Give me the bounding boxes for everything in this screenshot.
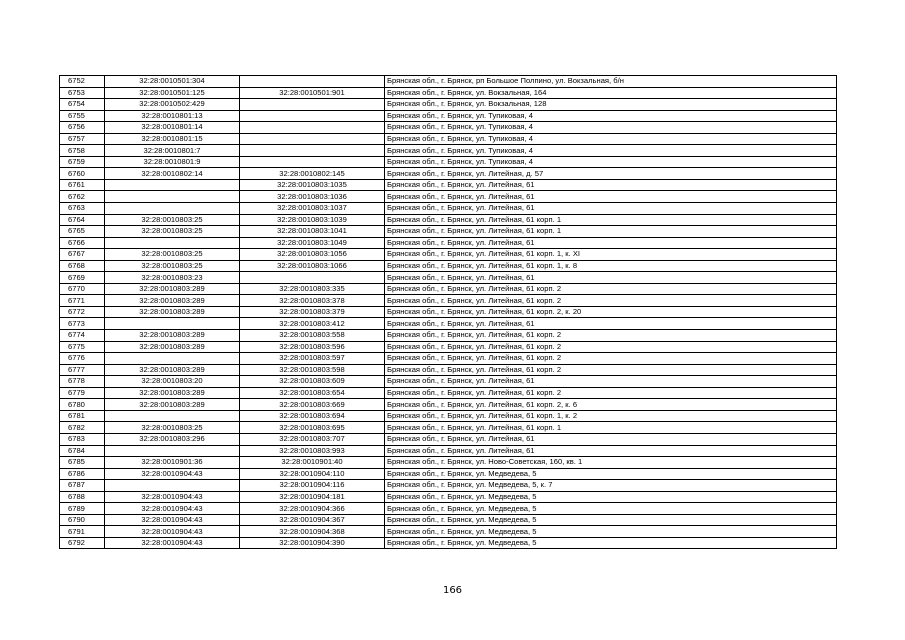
cadastral-number-cell: 32:28:0010801:15: [105, 133, 240, 145]
address-cell: Брянская обл., г. Брянск, ул. Литейная, 61 корп. 1: [385, 422, 837, 434]
table-row: [60, 422, 837, 434]
table-row: [60, 526, 837, 538]
cadastral-number-2-cell: 32:28:0010803:1037: [240, 203, 385, 215]
table-row: [60, 330, 837, 342]
address-cell: Брянская обл., г. Брянск, рп Большое Полпино, ул. Вокзальная, б/н: [385, 76, 837, 88]
row-number-cell: 6775: [60, 341, 105, 353]
table-row: [60, 122, 837, 134]
address-cell: Брянская обл., г. Брянск, ул. Медведева, 5, к. 7: [385, 480, 837, 492]
table-row: [60, 214, 837, 226]
table-row: [60, 306, 837, 318]
table-row: [60, 364, 837, 376]
row-number-cell: 6759: [60, 156, 105, 168]
table-row: [60, 226, 837, 238]
address-cell: Брянская обл., г. Брянск, ул. Литейная, 61 корп. 1: [385, 214, 837, 226]
table-row: [60, 99, 837, 111]
address-cell: Брянская обл., г. Брянск, ул. Тупиковая, 4: [385, 156, 837, 168]
cadastral-number-cell: 32:28:0010803:25: [105, 422, 240, 434]
cadastral-number-cell: 32:28:0010904:43: [105, 514, 240, 526]
address-cell: Брянская обл., г. Брянск, ул. Литейная, д. 57: [385, 168, 837, 180]
address-cell: Брянская обл., г. Брянск, ул. Литейная, 61 корп. 2: [385, 387, 837, 399]
table-row: [60, 133, 837, 145]
row-number-cell: 6787: [60, 480, 105, 492]
row-number-cell: 6776: [60, 353, 105, 365]
row-number-cell: 6770: [60, 283, 105, 295]
address-cell: Брянская обл., г. Брянск, ул. Вокзальная, 128: [385, 99, 837, 111]
address-cell: Брянская обл., г. Брянск, ул. Тупиковая, 4: [385, 110, 837, 122]
cadastral-number-cell: 32:28:0010801:9: [105, 156, 240, 168]
table-row: [60, 503, 837, 515]
row-number-cell: 6789: [60, 503, 105, 515]
address-cell: Брянская обл., г. Брянск, ул. Литейная, 61 корп. 2: [385, 295, 837, 307]
row-number-cell: 6765: [60, 226, 105, 238]
cadastral-number-cell: [105, 237, 240, 249]
address-cell: Брянская обл., г. Брянск, ул. Медведева, 5: [385, 491, 837, 503]
cadastral-number-2-cell: 32:28:0010904:116: [240, 480, 385, 492]
table-row: [60, 156, 837, 168]
row-number-cell: 6783: [60, 433, 105, 445]
cadastral-number-cell: [105, 410, 240, 422]
address-cell: Брянская обл., г. Брянск, ул. Медведева, 5: [385, 526, 837, 538]
cadastral-number-2-cell: 32:28:0010803:1036: [240, 191, 385, 203]
address-cell: Брянская обл., г. Брянск, ул. Тупиковая, 4: [385, 133, 837, 145]
row-number-cell: 6777: [60, 364, 105, 376]
row-number-cell: 6779: [60, 387, 105, 399]
table-row: [60, 260, 837, 272]
row-number-cell: 6772: [60, 306, 105, 318]
cadastral-number-2-cell: 32:28:0010803:1041: [240, 226, 385, 238]
table-row: [60, 376, 837, 388]
row-number-cell: 6763: [60, 203, 105, 215]
row-number-cell: 6788: [60, 491, 105, 503]
address-cell: Брянская обл., г. Брянск, ул. Литейная, 61: [385, 318, 837, 330]
cadastral-number-cell: 32:28:0010803:289: [105, 364, 240, 376]
cadastral-number-cell: 32:28:0010803:289: [105, 387, 240, 399]
row-number-cell: 6767: [60, 249, 105, 261]
row-number-cell: 6786: [60, 468, 105, 480]
cadastral-number-2-cell: 32:28:0010904:367: [240, 514, 385, 526]
cadastral-number-2-cell: 32:28:0010803:378: [240, 295, 385, 307]
row-number-cell: 6753: [60, 87, 105, 99]
cadastral-number-cell: [105, 179, 240, 191]
cadastral-number-cell: 32:28:0010803:289: [105, 306, 240, 318]
cadastral-number-2-cell: 32:28:0010803:596: [240, 341, 385, 353]
cadastral-number-2-cell: [240, 99, 385, 111]
table-row: [60, 341, 837, 353]
row-number-cell: 6771: [60, 295, 105, 307]
row-number-cell: 6791: [60, 526, 105, 538]
cadastral-number-2-cell: 32:28:0010803:669: [240, 399, 385, 411]
cadastral-number-cell: 32:28:0010803:289: [105, 399, 240, 411]
row-number-cell: 6760: [60, 168, 105, 180]
address-cell: Брянская обл., г. Брянск, ул. Литейная, 61 корп. 1, к. 8: [385, 260, 837, 272]
table-row: [60, 457, 837, 469]
cadastral-number-2-cell: 32:28:0010803:695: [240, 422, 385, 434]
address-cell: Брянская обл., г. Брянск, ул. Литейная, 61 корп. 2, к. 20: [385, 306, 837, 318]
cadastral-number-cell: 32:28:0010803:289: [105, 341, 240, 353]
address-cell: Брянская обл., г. Брянск, ул. Медведева, 5: [385, 468, 837, 480]
row-number-cell: 6761: [60, 179, 105, 191]
cadastral-number-cell: 32:28:0010803:289: [105, 283, 240, 295]
address-cell: Брянская обл., г. Брянск, ул. Литейная, 61: [385, 376, 837, 388]
table-row: [60, 514, 837, 526]
address-cell: Брянская обл., г. Брянск, ул. Литейная, 61 корп. 1, к. XI: [385, 249, 837, 261]
cadastral-number-2-cell: 32:28:0010803:1056: [240, 249, 385, 261]
table-row: [60, 249, 837, 261]
address-cell: Брянская обл., г. Брянск, ул. Медведева, 5: [385, 514, 837, 526]
cadastral-number-cell: 32:28:0010803:25: [105, 226, 240, 238]
table-row: [60, 480, 837, 492]
row-number-cell: 6768: [60, 260, 105, 272]
cadastral-number-2-cell: 32:28:0010904:366: [240, 503, 385, 515]
table-row: [60, 433, 837, 445]
cadastral-number-cell: [105, 203, 240, 215]
cadastral-number-2-cell: 32:28:0010803:707: [240, 433, 385, 445]
row-number-cell: 6790: [60, 514, 105, 526]
cadastral-number-cell: 32:28:0010904:43: [105, 526, 240, 538]
cadastral-number-cell: 32:28:0010501:125: [105, 87, 240, 99]
row-number-cell: 6766: [60, 237, 105, 249]
table-row: [60, 203, 837, 215]
cadastral-number-2-cell: [240, 156, 385, 168]
cadastral-number-2-cell: 32:28:0010803:412: [240, 318, 385, 330]
row-number-cell: 6784: [60, 445, 105, 457]
cadastral-number-cell: 32:28:0010803:25: [105, 260, 240, 272]
address-cell: Брянская обл., г. Брянск, ул. Тупиковая, 4: [385, 145, 837, 157]
cadastral-number-2-cell: 32:28:0010803:598: [240, 364, 385, 376]
cadastral-number-2-cell: [240, 272, 385, 284]
table-row: [60, 237, 837, 249]
cadastral-number-cell: 32:28:0010802:14: [105, 168, 240, 180]
cadastral-number-2-cell: 32:28:0010802:145: [240, 168, 385, 180]
cadastral-number-cell: [105, 318, 240, 330]
cadastral-number-2-cell: 32:28:0010803:1039: [240, 214, 385, 226]
cadastral-number-2-cell: [240, 133, 385, 145]
cadastral-number-2-cell: 32:28:0010803:335: [240, 283, 385, 295]
row-number-cell: 6792: [60, 537, 105, 549]
cadastral-number-2-cell: [240, 145, 385, 157]
table-row: [60, 468, 837, 480]
cadastral-number-cell: [105, 191, 240, 203]
row-number-cell: 6754: [60, 99, 105, 111]
cadastral-number-2-cell: 32:28:0010803:694: [240, 410, 385, 422]
address-cell: Брянская обл., г. Брянск, ул. Литейная, 61 корп. 2: [385, 341, 837, 353]
cadastral-number-cell: [105, 445, 240, 457]
cadastral-number-cell: 32:28:0010501:304: [105, 76, 240, 88]
address-cell: Брянская обл., г. Брянск, ул. Литейная, 61: [385, 433, 837, 445]
cadastral-number-cell: 32:28:0010803:25: [105, 249, 240, 261]
row-number-cell: 6755: [60, 110, 105, 122]
cadastral-number-cell: 32:28:0010502:429: [105, 99, 240, 111]
address-cell: Брянская обл., г. Брянск, ул. Литейная, 61: [385, 203, 837, 215]
cadastral-number-cell: 32:28:0010801:7: [105, 145, 240, 157]
address-cell: Брянская обл., г. Брянск, ул. Ново-Советская, 160, кв. 1: [385, 457, 837, 469]
cadastral-number-cell: 32:28:0010803:25: [105, 214, 240, 226]
row-number-cell: 6773: [60, 318, 105, 330]
cadastral-number-2-cell: 32:28:0010904:181: [240, 491, 385, 503]
cadastral-number-cell: 32:28:0010803:289: [105, 330, 240, 342]
cadastral-number-2-cell: 32:28:0010501:901: [240, 87, 385, 99]
row-number-cell: 6764: [60, 214, 105, 226]
table-row: [60, 283, 837, 295]
table-row: [60, 87, 837, 99]
page-number: 166: [442, 585, 463, 596]
address-cell: Брянская обл., г. Брянск, ул. Литейная, 61: [385, 445, 837, 457]
row-number-cell: 6762: [60, 191, 105, 203]
cadastral-number-cell: 32:28:0010904:43: [105, 537, 240, 549]
cadastral-number-2-cell: [240, 122, 385, 134]
address-cell: Брянская обл., г. Брянск, ул. Литейная, 61: [385, 272, 837, 284]
cadastral-table: [59, 75, 837, 549]
cadastral-number-2-cell: 32:28:0010803:379: [240, 306, 385, 318]
cadastral-number-2-cell: [240, 110, 385, 122]
cadastral-number-2-cell: 32:28:0010803:1066: [240, 260, 385, 272]
table-row: [60, 191, 837, 203]
table-row: [60, 410, 837, 422]
address-cell: Брянская обл., г. Брянск, ул. Литейная, 61 корп. 1: [385, 226, 837, 238]
address-cell: Брянская обл., г. Брянск, ул. Литейная, 61 корп. 2, к. 6: [385, 399, 837, 411]
table-row: [60, 272, 837, 284]
cadastral-number-2-cell: 32:28:0010803:597: [240, 353, 385, 365]
cadastral-number-cell: 32:28:0010803:20: [105, 376, 240, 388]
cadastral-number-cell: 32:28:0010803:289: [105, 295, 240, 307]
row-number-cell: 6774: [60, 330, 105, 342]
address-cell: Брянская обл., г. Брянск, ул. Литейная, 61 корп. 2: [385, 330, 837, 342]
table-row: [60, 110, 837, 122]
cadastral-number-cell: [105, 480, 240, 492]
address-cell: Брянская обл., г. Брянск, ул. Литейная, 61: [385, 237, 837, 249]
row-number-cell: 6758: [60, 145, 105, 157]
row-number-cell: 6780: [60, 399, 105, 411]
cadastral-number-2-cell: 32:28:0010803:1035: [240, 179, 385, 191]
table-row: [60, 445, 837, 457]
row-number-cell: 6757: [60, 133, 105, 145]
cadastral-number-2-cell: [240, 76, 385, 88]
table-row: [60, 399, 837, 411]
row-number-cell: 6782: [60, 422, 105, 434]
cadastral-number-2-cell: 32:28:0010803:558: [240, 330, 385, 342]
cadastral-number-cell: 32:28:0010904:43: [105, 468, 240, 480]
table-row: [60, 145, 837, 157]
address-cell: Брянская обл., г. Брянск, ул. Вокзальная, 164: [385, 87, 837, 99]
table-row: [60, 168, 837, 180]
cadastral-number-cell: 32:28:0010803:296: [105, 433, 240, 445]
cadastral-number-2-cell: 32:28:0010803:1049: [240, 237, 385, 249]
cadastral-number-cell: 32:28:0010803:23: [105, 272, 240, 284]
row-number-cell: 6769: [60, 272, 105, 284]
cadastral-number-cell: [105, 353, 240, 365]
address-cell: Брянская обл., г. Брянск, ул. Литейная, 61: [385, 191, 837, 203]
table-row: [60, 179, 837, 191]
table-row: [60, 537, 837, 549]
cadastral-number-cell: 32:28:0010901:36: [105, 457, 240, 469]
address-cell: Брянская обл., г. Брянск, ул. Литейная, 61 корп. 2: [385, 353, 837, 365]
cadastral-number-cell: 32:28:0010801:14: [105, 122, 240, 134]
table-row: [60, 76, 837, 88]
address-cell: Брянская обл., г. Брянск, ул. Литейная, 61 корп. 2: [385, 364, 837, 376]
address-cell: Брянская обл., г. Брянск, ул. Медведева, 5: [385, 503, 837, 515]
row-number-cell: 6785: [60, 457, 105, 469]
table-row: [60, 318, 837, 330]
address-cell: Брянская обл., г. Брянск, ул. Медведева, 5: [385, 537, 837, 549]
cadastral-number-2-cell: 32:28:0010904:390: [240, 537, 385, 549]
cadastral-number-2-cell: 32:28:0010803:654: [240, 387, 385, 399]
cadastral-number-cell: 32:28:0010904:43: [105, 503, 240, 515]
address-cell: Брянская обл., г. Брянск, ул. Литейная, 61 корп. 2: [385, 283, 837, 295]
cadastral-number-2-cell: 32:28:0010803:609: [240, 376, 385, 388]
address-cell: Брянская обл., г. Брянск, ул. Литейная, 61 корп. 1, к. 2: [385, 410, 837, 422]
cadastral-number-2-cell: 32:28:0010803:993: [240, 445, 385, 457]
table-row: [60, 295, 837, 307]
row-number-cell: 6778: [60, 376, 105, 388]
table-row: [60, 387, 837, 399]
row-number-cell: 6752: [60, 76, 105, 88]
cadastral-number-2-cell: 32:28:0010901:40: [240, 457, 385, 469]
address-cell: Брянская обл., г. Брянск, ул. Тупиковая, 4: [385, 122, 837, 134]
table-body: [60, 76, 837, 549]
cadastral-number-cell: 32:28:0010801:13: [105, 110, 240, 122]
row-number-cell: 6756: [60, 122, 105, 134]
cadastral-number-2-cell: 32:28:0010904:368: [240, 526, 385, 538]
table-row: [60, 353, 837, 365]
cadastral-number-cell: 32:28:0010904:43: [105, 491, 240, 503]
cadastral-number-2-cell: 32:28:0010904:110: [240, 468, 385, 480]
table-row: [60, 491, 837, 503]
address-cell: Брянская обл., г. Брянск, ул. Литейная, 61: [385, 179, 837, 191]
row-number-cell: 6781: [60, 410, 105, 422]
